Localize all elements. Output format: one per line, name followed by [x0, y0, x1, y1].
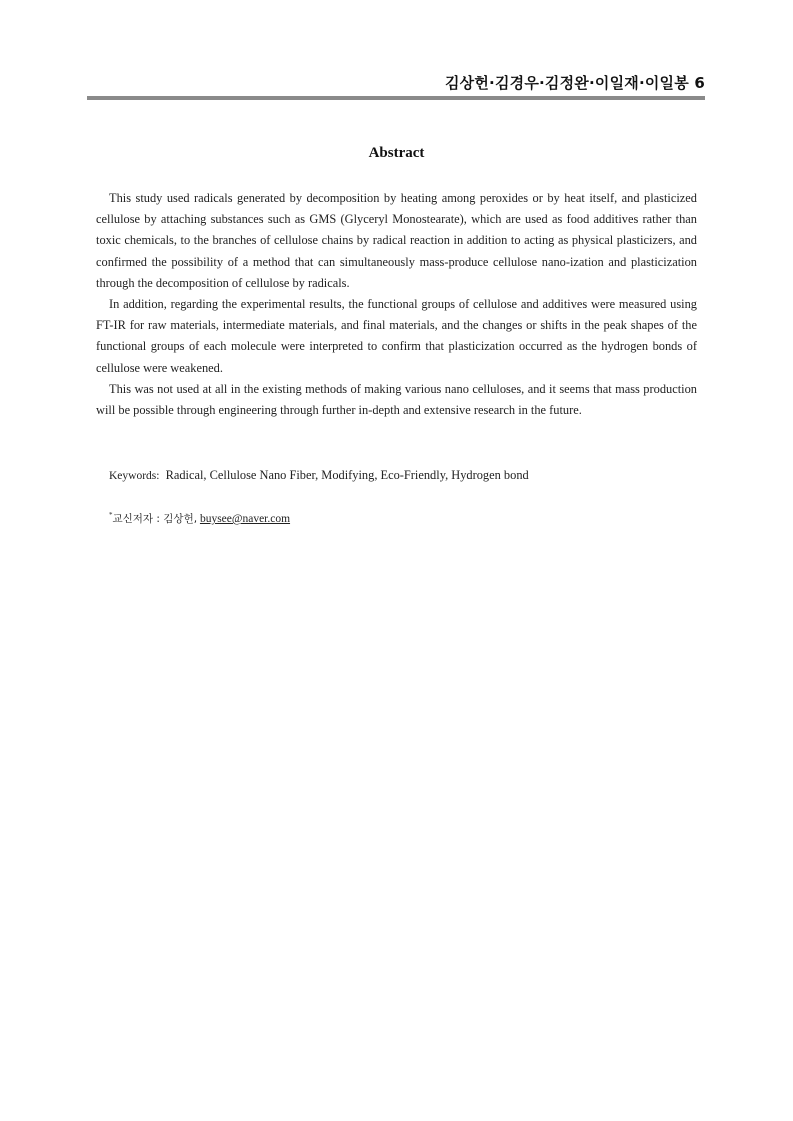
corresponding-marker: *	[109, 511, 113, 519]
abstract-paragraph-1: This study used radicals generated by decomposition by heating among peroxides or by heat itself, and plasticized cellulose by attaching substances such as GMS (Glyceryl Monostearate), which are used as food additives rather than toxic chemicals, to the branches of cellulose chains by radical reaction in addition to acting as physical plasticizers, and confirmed the possibility of a method that can simultaneously mass-produce cellulose nano-ization and plasticization through the decomposition of cellulose by radicals.	[96, 191, 697, 290]
abstract-paragraph-3: This was not used at all in the existing methods of making various nano celluloses, and it seems that mass production will be possible through engineering through further in-depth and extensive research in the future.	[96, 381, 697, 418]
running-header: 김상헌·김경우·김정완·이일재·이일봉 6	[444, 74, 705, 92]
keywords-label: Keywords:	[109, 470, 160, 482]
keywords-list: Radical, Cellulose Nano Fiber, Modifying, Eco-Friendly, Hydrogen bond	[165, 468, 529, 482]
keywords-line	[109, 465, 699, 486]
header-rule	[87, 96, 705, 100]
corresponding-label: 교신저자 : 김상헌,	[112, 513, 198, 525]
abstract-paragraph-2: In addition, regarding the experimental results, the functional groups of cellulose and additives were measured using FT-IR for raw materials, intermediate materials, and final materials, and the changes or shifts in the peak shapes of the functional groups of each molecule were interpreted to confirm that plasticization occurred as the hydrogen bonds of cellulose were weakened.	[96, 297, 697, 375]
corresponding-author	[109, 506, 290, 528]
author-email-link[interactable]: buysee@naver.com	[199, 513, 291, 525]
abstract-title: Abstract	[368, 145, 425, 161]
abstract-body	[96, 188, 697, 421]
